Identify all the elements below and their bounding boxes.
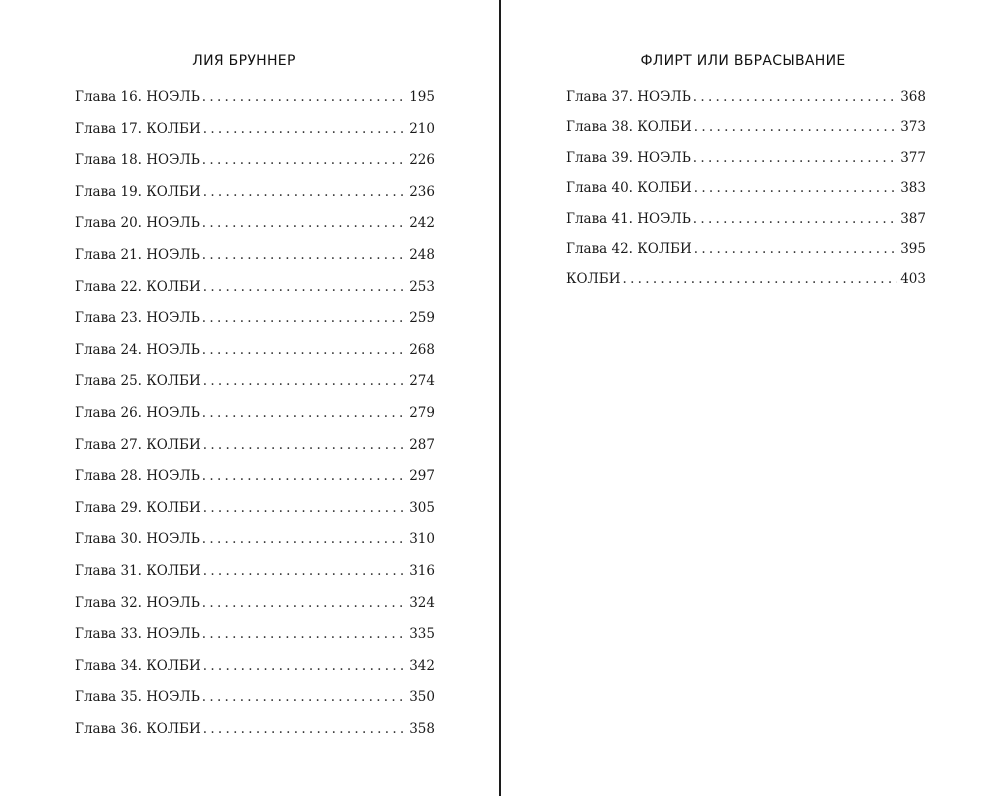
dot-leader <box>694 177 897 199</box>
toc-list-right <box>566 86 926 299</box>
dot-leader <box>203 276 406 298</box>
toc-entry-title: Глава 36. КОЛБИ <box>75 720 201 737</box>
dot-leader <box>203 370 406 392</box>
toc-entry-title: Глава 37. НОЭЛЬ <box>566 89 691 105</box>
running-head-title: ФЛИРТ ИЛИ ВБРАСЫВАНИЕ <box>640 53 846 69</box>
dot-leader <box>202 86 406 108</box>
toc-entry-page: 305 <box>409 499 435 516</box>
toc-entry-page: 342 <box>409 657 435 674</box>
toc-entry-page: 268 <box>409 341 435 358</box>
toc-entry[interactable] <box>75 560 435 592</box>
toc-entry-page: 358 <box>409 720 435 737</box>
dot-leader <box>202 592 406 614</box>
toc-entry[interactable] <box>75 370 435 402</box>
toc-entry-title: Глава 39. НОЭЛЬ <box>566 149 691 166</box>
dot-leader <box>202 528 406 550</box>
dot-leader <box>622 268 897 290</box>
toc-entry-page: 335 <box>409 626 435 643</box>
toc-entry-title: Глава 33. НОЭЛЬ <box>75 626 200 643</box>
toc-entry[interactable] <box>566 177 926 207</box>
toc-entry-page: 287 <box>409 436 435 453</box>
dot-leader <box>694 238 897 260</box>
dot-leader <box>203 718 406 740</box>
dot-leader <box>203 434 406 456</box>
toc-entry-page: 350 <box>409 689 435 706</box>
toc-entry-title: Глава 42. КОЛБИ <box>566 240 692 257</box>
toc-entry[interactable] <box>75 339 435 371</box>
toc-entry-page: 226 <box>409 152 435 169</box>
toc-entry[interactable] <box>75 307 435 339</box>
toc-entry-page: 259 <box>409 310 435 327</box>
toc-entry-title: Глава 29. КОЛБИ <box>75 499 201 516</box>
toc-entry[interactable] <box>566 268 926 298</box>
toc-entry[interactable] <box>75 497 435 529</box>
toc-entry[interactable] <box>75 465 435 497</box>
toc-entry-page: 297 <box>409 468 435 485</box>
toc-entry-title: Глава 41. НОЭЛЬ <box>566 210 691 227</box>
toc-entry-page: 387 <box>900 210 926 227</box>
dot-leader <box>203 497 406 519</box>
toc-entry[interactable] <box>566 116 926 146</box>
toc-entry-title: Глава 27. КОЛБИ <box>75 436 201 453</box>
toc-entry[interactable] <box>566 147 926 177</box>
toc-entry-title: Глава 30. НОЭЛЬ <box>75 531 200 548</box>
dot-leader <box>203 560 406 582</box>
toc-entry-title: Глава 23. НОЭЛЬ <box>75 310 200 327</box>
book-spine-divider <box>499 0 501 796</box>
dot-leader <box>202 212 406 234</box>
toc-entry-page: 324 <box>409 594 435 611</box>
dot-leader <box>202 686 406 708</box>
dot-leader <box>202 465 406 487</box>
toc-entry-title: Глава 17. КОЛБИ <box>75 120 201 137</box>
dot-leader <box>203 655 406 677</box>
toc-entry-title: Глава 34. КОЛБИ <box>75 657 201 674</box>
dot-leader <box>202 307 406 329</box>
toc-entry-title: Глава 18. НОЭЛЬ <box>75 152 200 169</box>
toc-entry-title: Глава 19. КОЛБИ <box>75 183 201 200</box>
toc-entry-title: Глава 32. НОЭЛЬ <box>75 594 200 611</box>
toc-entry[interactable] <box>75 655 435 687</box>
toc-entry[interactable] <box>566 208 926 238</box>
toc-entry-page: 310 <box>409 531 435 548</box>
toc-entry[interactable] <box>75 212 435 244</box>
toc-entry[interactable] <box>566 238 926 268</box>
toc-entry-page: 373 <box>900 119 926 136</box>
toc-entry-title: Глава 22. КОЛБИ <box>75 278 201 295</box>
dot-leader <box>203 118 406 140</box>
toc-entry-title: Глава 38. КОЛБИ <box>566 119 692 136</box>
toc-entry-page: 236 <box>409 183 435 200</box>
right-page <box>502 0 1000 796</box>
dot-leader <box>202 402 406 424</box>
toc-entry[interactable] <box>75 686 435 718</box>
dot-leader <box>693 147 897 169</box>
toc-entry-page: 279 <box>409 404 435 421</box>
toc-entry[interactable] <box>75 434 435 466</box>
dot-leader <box>202 623 406 645</box>
toc-entry-title: Глава 40. КОЛБИ <box>566 180 692 197</box>
toc-entry-title: Глава 21. НОЭЛЬ <box>75 246 200 263</box>
dot-leader <box>693 208 897 230</box>
toc-entry[interactable] <box>75 592 435 624</box>
toc-entry-page: 274 <box>409 373 435 390</box>
toc-entry-page: 395 <box>900 240 926 257</box>
toc-entry[interactable] <box>75 86 435 118</box>
running-head-author: ЛИЯ БРУННЕР <box>192 53 296 69</box>
toc-entry-page: 195 <box>409 89 435 105</box>
toc-entry-title: Глава 28. НОЭЛЬ <box>75 468 200 485</box>
toc-entry[interactable] <box>75 623 435 655</box>
toc-entry-title: Глава 20. НОЭЛЬ <box>75 215 200 232</box>
toc-entry-page: 210 <box>409 120 435 137</box>
toc-entry[interactable] <box>75 181 435 213</box>
toc-entry-page: 248 <box>409 246 435 263</box>
toc-entry-title: Глава 26. НОЭЛЬ <box>75 404 200 421</box>
toc-entry-title: КОЛБИ <box>566 271 621 288</box>
toc-entry-title: Глава 16. НОЭЛЬ <box>75 89 200 105</box>
toc-entry-page: 316 <box>409 562 435 579</box>
dot-leader <box>202 149 406 171</box>
toc-entry-title: Глава 31. КОЛБИ <box>75 562 201 579</box>
toc-entry[interactable] <box>566 86 926 116</box>
dot-leader <box>694 116 897 138</box>
toc-entry-title: Глава 25. КОЛБИ <box>75 373 201 390</box>
toc-entry-title: Глава 24. НОЭЛЬ <box>75 341 200 358</box>
toc-entry[interactable] <box>75 118 435 150</box>
toc-entry-page: 253 <box>409 278 435 295</box>
toc-entry[interactable] <box>75 718 435 750</box>
toc-entry-title: Глава 35. НОЭЛЬ <box>75 689 200 706</box>
toc-entry-page: 242 <box>409 215 435 232</box>
dot-leader <box>203 181 406 203</box>
toc-entry-page: 368 <box>900 89 926 105</box>
toc-entry[interactable] <box>75 276 435 308</box>
toc-entry-page: 377 <box>900 149 926 166</box>
toc-entry[interactable] <box>75 244 435 276</box>
toc-entry[interactable] <box>75 528 435 560</box>
dot-leader <box>202 244 406 266</box>
dot-leader <box>202 339 406 361</box>
toc-list-left <box>75 86 435 749</box>
toc-entry[interactable] <box>75 402 435 434</box>
toc-entry[interactable] <box>75 149 435 181</box>
toc-entry-page: 383 <box>900 180 926 197</box>
dot-leader <box>693 86 897 108</box>
toc-entry-page: 403 <box>900 271 926 288</box>
